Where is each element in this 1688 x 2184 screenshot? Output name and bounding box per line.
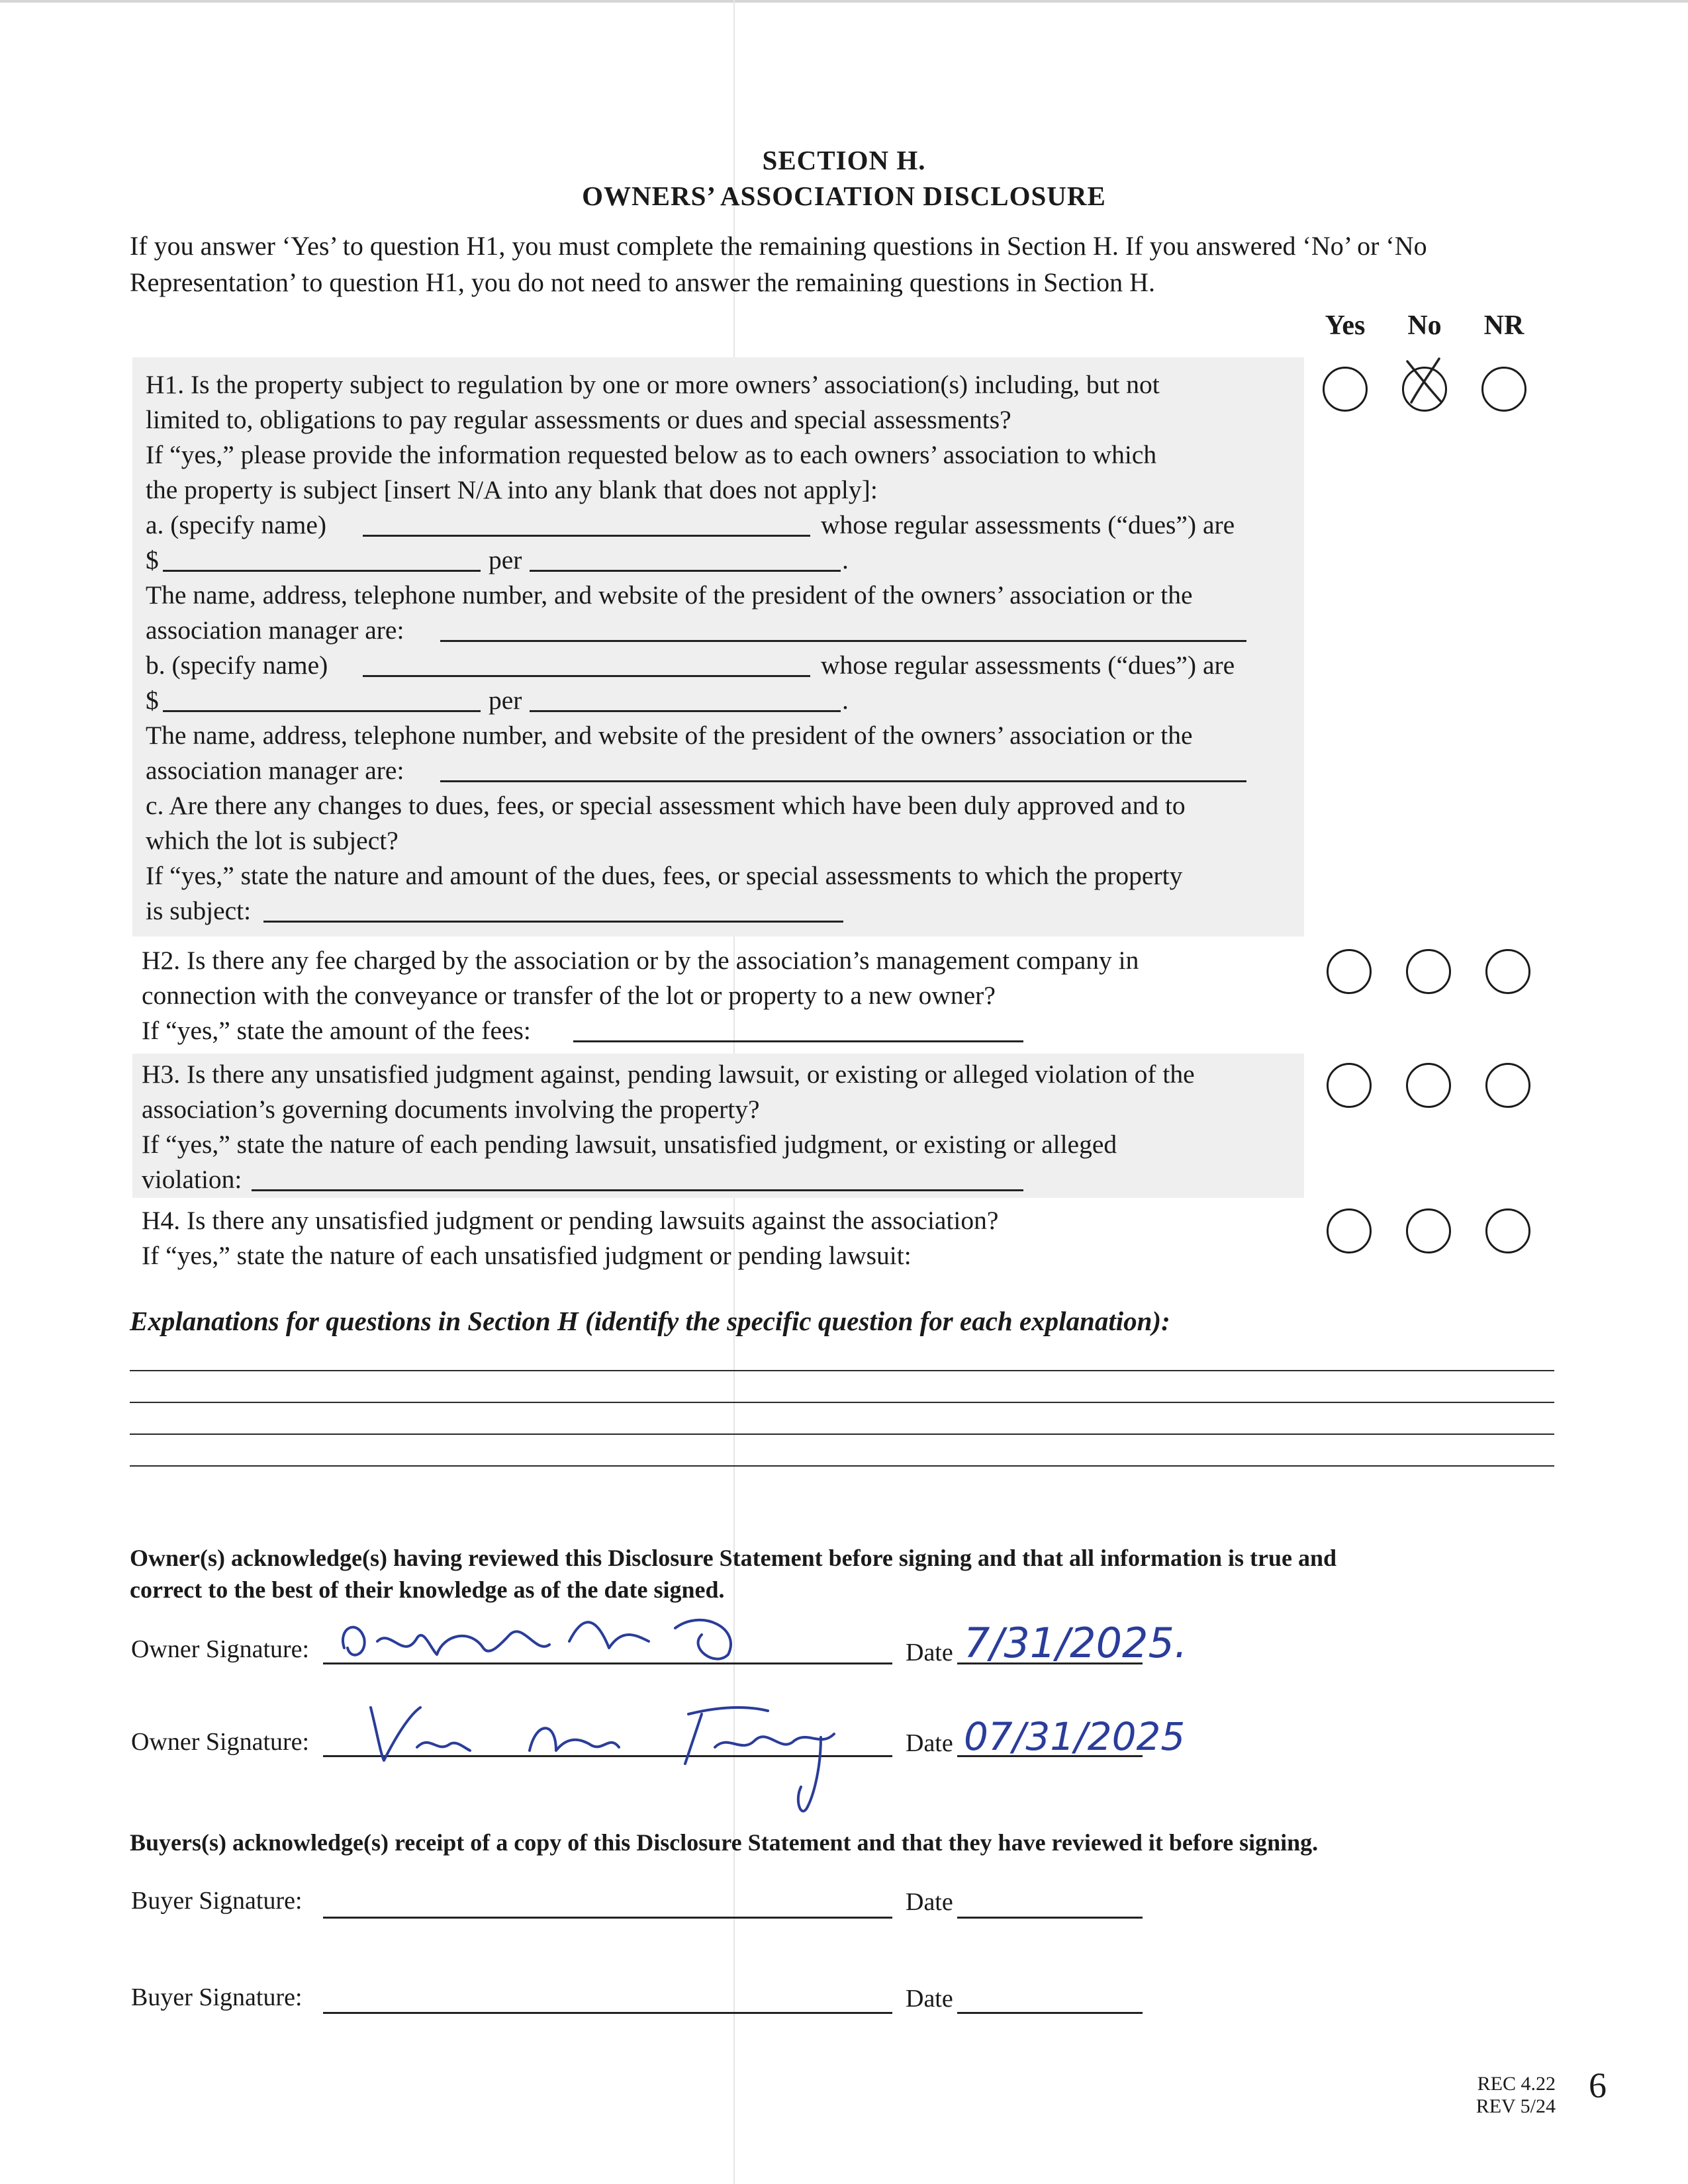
h2-line-3: If “yes,” state the amount of the fees: bbox=[142, 1016, 531, 1045]
scan-top-edge bbox=[0, 0, 1688, 3]
owner-date-1-handwriting bbox=[964, 1612, 1268, 1672]
buyer-signature-1-field[interactable] bbox=[323, 1917, 892, 1919]
h2-line-2: connection with the conveyance or transfer of the lot or property to a new owner? bbox=[142, 981, 996, 1010]
h3-line-2: association’s governing documents involving the property? bbox=[142, 1095, 760, 1124]
h1a-contact-line-1: The name, address, telephone number, and website of the president of the owners’ association or the bbox=[146, 580, 1193, 610]
h1b-contact-field[interactable] bbox=[440, 780, 1246, 782]
h4-no-radio[interactable] bbox=[1406, 1208, 1451, 1253]
explanation-line-2[interactable] bbox=[130, 1402, 1554, 1403]
buyer-date-2-label: Date bbox=[906, 1985, 953, 2013]
h1b-contact-line-1: The name, address, telephone number, and website of the president of the owners’ association or the bbox=[146, 721, 1193, 750]
h3-no-radio[interactable] bbox=[1406, 1063, 1451, 1108]
owner-date-2-value: 07/31/2025 bbox=[964, 1714, 1186, 1759]
h1a-contact-field[interactable] bbox=[440, 640, 1246, 642]
h1c-line-4: is subject: bbox=[146, 896, 252, 925]
h3-nr-radio[interactable] bbox=[1485, 1063, 1530, 1108]
buyer-signature-2-field[interactable] bbox=[323, 2012, 892, 2014]
owner-date-2-handwriting bbox=[964, 1702, 1242, 1762]
owner-signature-1-label: Owner Signature: bbox=[131, 1635, 310, 1663]
h2-nr-radio[interactable] bbox=[1485, 949, 1530, 994]
h1a-contact-line-2: association manager are: bbox=[146, 615, 404, 645]
buyer-signature-2-label: Buyer Signature: bbox=[131, 1983, 303, 2011]
h1b-per-label: per bbox=[489, 686, 522, 715]
h2-fee-amount-field[interactable] bbox=[573, 1040, 1023, 1042]
column-header-no: No bbox=[1407, 310, 1442, 341]
owner-acknowledgement-line-1: Owner(s) acknowledge(s) having reviewed this Disclosure Statement before signing and that all information is true and bbox=[130, 1545, 1336, 1571]
h1-nr-radio[interactable] bbox=[1481, 367, 1526, 412]
column-header-yes: Yes bbox=[1325, 310, 1366, 341]
h1a-per-label: per bbox=[489, 545, 522, 574]
h1b-name-label: b. (specify name) bbox=[146, 651, 328, 680]
form-code: REC 4.22 bbox=[1477, 2073, 1556, 2095]
explanation-line-1[interactable] bbox=[130, 1370, 1554, 1371]
h4-line-2: If “yes,” state the nature of each unsatisfied judgment or pending lawsuit: bbox=[142, 1241, 912, 1270]
h1-line-4: the property is subject [insert N/A into any blank that does not apply]: bbox=[146, 475, 878, 504]
owner-acknowledgement-line-2: correct to the best of their knowledge as of the date signed. bbox=[130, 1576, 725, 1603]
h1c-line-3: If “yes,” state the nature and amount of the dues, fees, or special assessments to which the property bbox=[146, 861, 1183, 890]
buyer-signature-1-label: Buyer Signature: bbox=[131, 1887, 303, 1915]
h3-line-3: If “yes,” state the nature of each pending lawsuit, unsatisfied judgment, or existing or alleged bbox=[142, 1130, 1117, 1159]
h1c-line-1: c. Are there any changes to dues, fees, or special assessment which have been duly approved and to bbox=[146, 791, 1186, 820]
h4-line-1: H4. Is there any unsatisfied judgment or pending lawsuits against the association? bbox=[142, 1206, 999, 1235]
h1a-name-field[interactable] bbox=[363, 535, 810, 537]
h1-yes-radio[interactable] bbox=[1323, 367, 1368, 412]
owner-signature-1-handwriting bbox=[331, 1602, 821, 1674]
h1a-dues-text: whose regular assessments (“dues”) are bbox=[821, 510, 1235, 539]
owner-date-2-label: Date bbox=[906, 1729, 953, 1757]
h1a-period: . bbox=[842, 545, 849, 574]
h2-line-1: H2. Is there any fee charged by the association or by the association’s management company in bbox=[142, 946, 1139, 975]
owner-date-1-label: Date bbox=[906, 1639, 953, 1666]
owner-signature-2-label: Owner Signature: bbox=[131, 1728, 310, 1756]
explanations-heading: Explanations for questions in Section H (identify the specific question for each explanation): bbox=[130, 1306, 1170, 1336]
owner-date-1-value: 7/31/2025. bbox=[964, 1619, 1188, 1667]
h1-no-check-mark-icon bbox=[1398, 355, 1451, 408]
h1-line-1: H1. Is the property subject to regulation by one or more owners’ association(s) including, but not bbox=[146, 370, 1160, 399]
form-revision: REV 5/24 bbox=[1476, 2095, 1556, 2117]
h2-no-radio[interactable] bbox=[1406, 949, 1451, 994]
h1b-dues-period-field[interactable] bbox=[530, 710, 841, 712]
h1a-dollar-sign: $ bbox=[146, 545, 159, 574]
h4-yes-radio[interactable] bbox=[1327, 1208, 1372, 1253]
h1-line-3: If “yes,” please provide the information requested below as to each owners’ association to which bbox=[146, 440, 1157, 469]
h1a-dues-period-field[interactable] bbox=[530, 570, 841, 572]
h3-violation-field[interactable] bbox=[252, 1189, 1023, 1191]
buyer-date-1-label: Date bbox=[906, 1888, 953, 1916]
h3-line-1: H3. Is there any unsatisfied judgment against, pending lawsuit, or existing or alleged violation of the bbox=[142, 1060, 1195, 1089]
intro-line-1: If you answer ‘Yes’ to question H1, you must complete the remaining questions in Section H. If you answered ‘No’ or ‘No bbox=[130, 231, 1427, 261]
h1b-period: . bbox=[842, 686, 849, 715]
buyer-date-2-field[interactable] bbox=[957, 2012, 1143, 2014]
h2-yes-radio[interactable] bbox=[1327, 949, 1372, 994]
h3-yes-radio[interactable] bbox=[1327, 1063, 1372, 1108]
h1a-name-label: a. (specify name) bbox=[146, 510, 327, 539]
column-header-nr: NR bbox=[1483, 310, 1524, 341]
intro-line-2: Representation’ to question H1, you do not need to answer the remaining questions in Section H. bbox=[130, 267, 1155, 297]
h4-nr-radio[interactable] bbox=[1485, 1208, 1530, 1253]
h1-line-2: limited to, obligations to pay regular assessments or dues and special assessments? bbox=[146, 405, 1011, 434]
section-subtitle: OWNERS’ ASSOCIATION DISCLOSURE bbox=[582, 181, 1106, 211]
explanation-line-3[interactable] bbox=[130, 1433, 1554, 1435]
h1b-name-field[interactable] bbox=[363, 675, 810, 677]
explanation-line-4[interactable] bbox=[130, 1465, 1554, 1467]
page-number: 6 bbox=[1589, 2066, 1607, 2105]
buyer-acknowledgement: Buyers(s) acknowledge(s) receipt of a copy of this Disclosure Statement and that they have reviewed it before signing. bbox=[130, 1829, 1319, 1856]
h1b-dollar-sign: $ bbox=[146, 686, 159, 715]
owner-signature-2-handwriting bbox=[357, 1694, 887, 1827]
h3-line-4: violation: bbox=[142, 1165, 242, 1194]
h1b-contact-line-2: association manager are: bbox=[146, 756, 404, 785]
h1b-dues-text: whose regular assessments (“dues”) are bbox=[821, 651, 1235, 680]
buyer-date-1-field[interactable] bbox=[957, 1917, 1143, 1919]
h1b-dues-amount-field[interactable] bbox=[163, 710, 481, 712]
h1c-answer-field[interactable] bbox=[263, 921, 843, 923]
h1c-line-2: which the lot is subject? bbox=[146, 826, 399, 855]
h1a-dues-amount-field[interactable] bbox=[163, 570, 481, 572]
section-title: SECTION H. bbox=[762, 145, 926, 175]
